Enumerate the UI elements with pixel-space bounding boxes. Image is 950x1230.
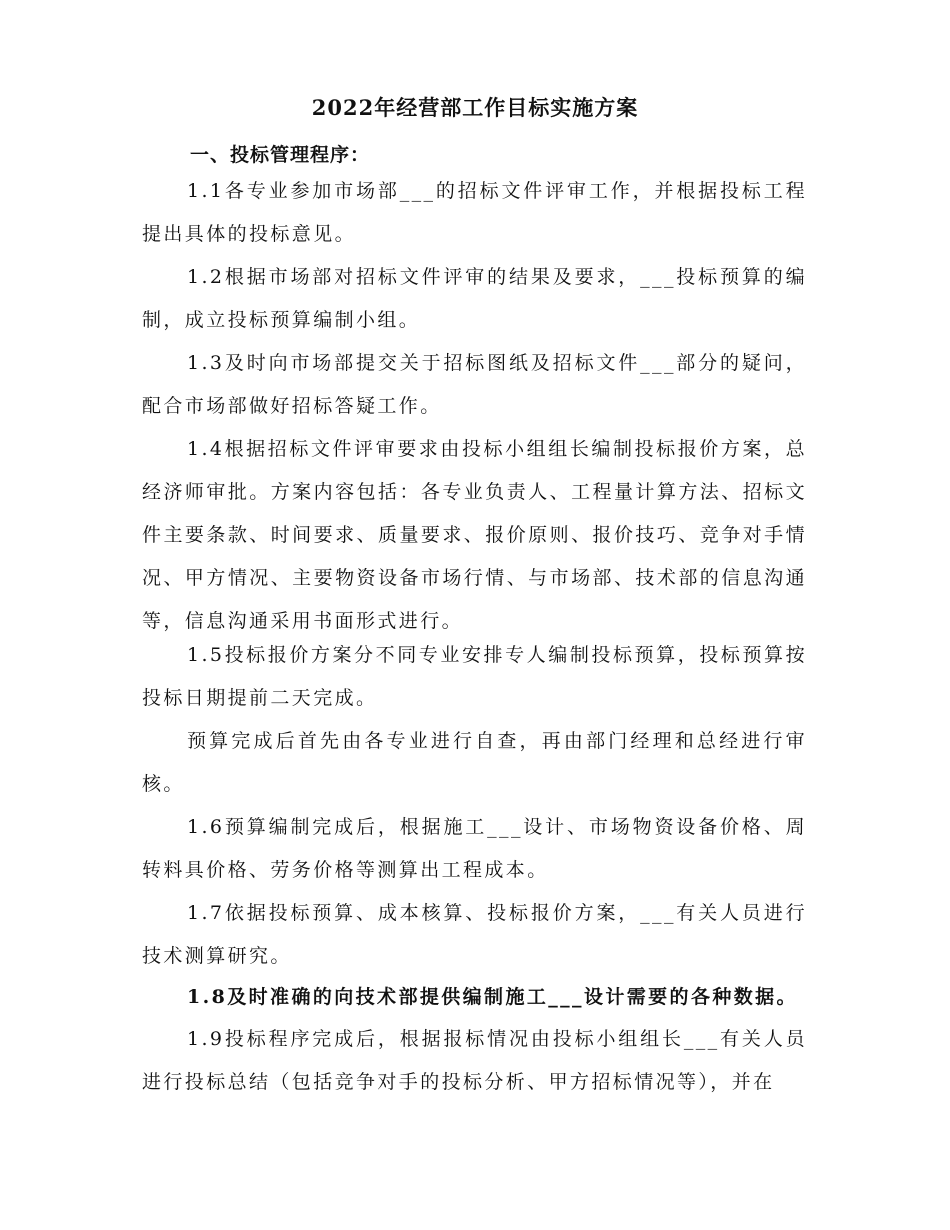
paragraph-1-2: 1.2根据市场部对招标文件评审的结果及要求，___投标预算的编制，成立投标预算编制小组。 [142,266,807,331]
paragraph-1-5: 1.5投标报价方案分不同专业安排专人编制投标预算，投标预算按投标日期提前二天完成。 [142,644,807,709]
document-title: 2022年经营部工作目标实施方案 [311,95,639,120]
section-heading: 一、投标管理程序： [190,144,371,166]
paragraph-1-4: 1.4根据招标文件评审要求由投标小组组长编制投标报价方案，总经济师审批。方案内容包括：各专业负责人、工程量计算方法、招标文件主要条款、时间要求、质量要求、报价原则、报价技巧、竞争对手情况、甲方情况、主要物资设备市场行情、与市场部、技术部的信息沟通等，信息沟通采用书面形式进行。 [142,438,807,632]
paragraph-1-8: 1.8及时准确的向技术部提供编制施工___设计需要的各种数据。 [187,986,798,1008]
paragraph-1-3: 1.3及时向市场部提交关于招标图纸及招标文件___部分的疑问，配合市场部做好招标答疑工作。 [142,352,807,417]
paragraph-1-9: 1.9投标程序完成后，根据报标情况由投标小组组长___有关人员进行投标总结（包括竞争对手的投标分析、甲方招标情况等），并在 [142,1028,807,1093]
paragraph-1-7: 1.7依据投标预算、成本核算、投标报价方案，___有关人员进行技术测算研究。 [142,902,807,967]
paragraph-review: 预算完成后首先由各专业进行自查，再由部门经理和总经进行审核。 [142,730,807,795]
paragraph-1-1: 1.1各专业参加市场部___的招标文件评审工作，并根据投标工程提出具体的投标意见。 [142,180,807,245]
paragraph-1-6: 1.6预算编制完成后，根据施工___设计、市场物资设备价格、周转料具价格、劳务价格等测算出工程成本。 [142,816,807,881]
